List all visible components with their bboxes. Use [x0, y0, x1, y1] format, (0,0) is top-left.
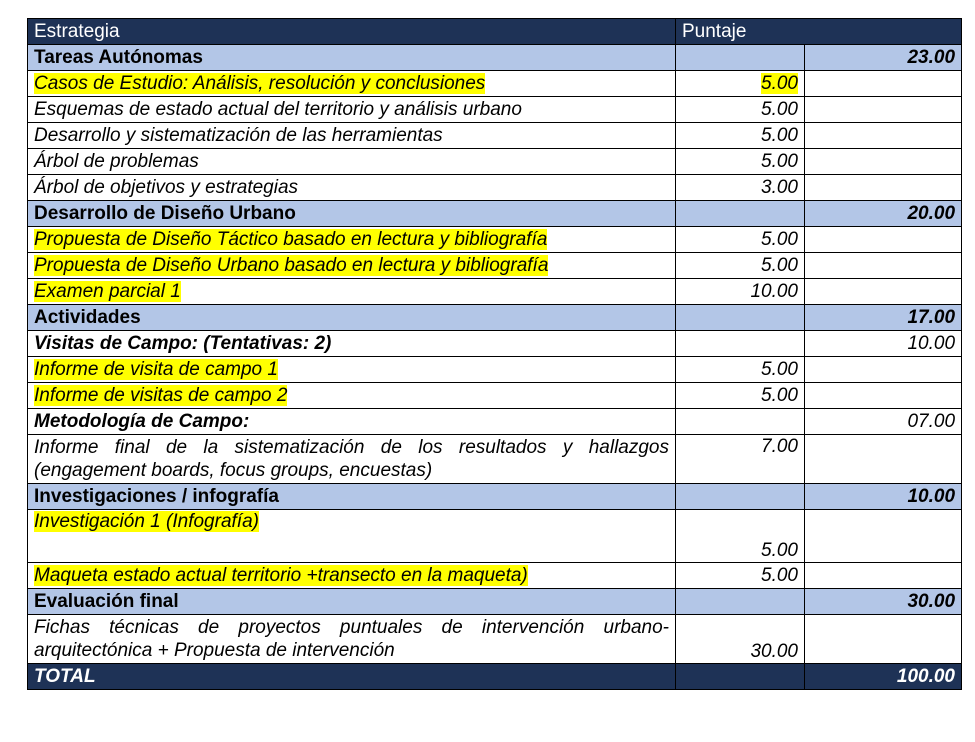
- subgroup-total: 07.00: [805, 409, 962, 435]
- item-score: 5.00: [676, 510, 805, 563]
- section-title: Tareas Autónomas: [28, 45, 676, 71]
- empty-cell: [805, 563, 962, 589]
- section-total: 20.00: [805, 201, 962, 227]
- header-strategy: Estrategia: [28, 19, 676, 45]
- total-row: [28, 664, 962, 690]
- section-empty-cell: [676, 484, 805, 510]
- subgroup-total: 10.00: [805, 331, 962, 357]
- header-row: [28, 19, 962, 45]
- item-label: Informe final de la sistematización de los resultados y hallazgos (engagement boards, focus groups, encuestas): [28, 435, 676, 484]
- item-score: 5.00: [761, 73, 798, 94]
- section-title: Evaluación final: [28, 589, 676, 615]
- table-row: [28, 149, 962, 175]
- item-score: 30.00: [676, 615, 805, 664]
- section-row: [28, 45, 962, 71]
- section-empty-cell: [676, 45, 805, 71]
- table-row: [28, 227, 962, 253]
- item-score: 5.00: [676, 383, 805, 409]
- item-score: 5.00: [676, 149, 805, 175]
- section-row: [28, 484, 962, 510]
- item-label: Examen parcial 1: [34, 281, 181, 302]
- section-empty-cell: [676, 201, 805, 227]
- item-label: Fichas técnicas de proyectos puntuales de intervención urbano-arquitectónica + Propuesta de intervención: [28, 615, 676, 664]
- section-row: [28, 589, 962, 615]
- section-row: [28, 305, 962, 331]
- item-label: Informe de visita de campo 1: [34, 359, 278, 380]
- empty-cell: [676, 409, 805, 435]
- table-row: [28, 71, 962, 97]
- item-score: 3.00: [676, 175, 805, 201]
- table-row: [28, 279, 962, 305]
- total-label: TOTAL: [28, 664, 676, 690]
- subgroup-title: Metodología de Campo:: [28, 409, 676, 435]
- empty-cell: [805, 175, 962, 201]
- section-total: 30.00: [805, 589, 962, 615]
- item-label: Investigación 1 (Infografía): [34, 511, 259, 532]
- empty-cell: [805, 510, 962, 563]
- item-score: 5.00: [676, 253, 805, 279]
- subgroup-title: Visitas de Campo: (Tentativas: 2): [28, 331, 676, 357]
- item-label: Informe de visitas de campo 2: [34, 385, 288, 406]
- empty-cell: [805, 149, 962, 175]
- section-title: Desarrollo de Diseño Urbano: [28, 201, 676, 227]
- table-row: [28, 383, 962, 409]
- table-row: [28, 563, 962, 589]
- item-score: 7.00: [676, 435, 805, 484]
- empty-cell: [805, 615, 962, 664]
- empty-cell: [805, 279, 962, 305]
- total-empty-cell: [676, 664, 805, 690]
- table-row: [28, 615, 962, 664]
- table-row: [28, 175, 962, 201]
- section-total: 23.00: [805, 45, 962, 71]
- subgroup-row: [28, 409, 962, 435]
- table-row: [28, 253, 962, 279]
- section-title: Actividades: [28, 305, 676, 331]
- item-score: 5.00: [676, 123, 805, 149]
- item-score: 5.00: [676, 357, 805, 383]
- table-row: [28, 435, 962, 484]
- empty-cell: [676, 331, 805, 357]
- item-label: Propuesta de Diseño Táctico basado en lectura y bibliografía: [34, 229, 548, 250]
- item-label: Maqueta estado actual territorio +transecto en la maqueta): [34, 565, 528, 586]
- grading-table-container: [27, 18, 961, 690]
- item-label: Propuesta de Diseño Urbano basado en lectura y bibliografía: [34, 255, 549, 276]
- item-score: 10.00: [676, 279, 805, 305]
- section-total: 10.00: [805, 484, 962, 510]
- item-label: Esquemas de estado actual del territorio y análisis urbano: [28, 97, 676, 123]
- subgroup-row: [28, 331, 962, 357]
- table-row: [28, 510, 962, 563]
- item-label: Árbol de problemas: [28, 149, 676, 175]
- item-score: 5.00: [676, 227, 805, 253]
- grading-table: [27, 18, 962, 690]
- table-row: [28, 97, 962, 123]
- table-row: [28, 123, 962, 149]
- item-label: Casos de Estudio: Análisis, resolución y conclusiones: [34, 73, 486, 94]
- section-total: 17.00: [805, 305, 962, 331]
- item-score: 5.00: [676, 563, 805, 589]
- empty-cell: [805, 227, 962, 253]
- table-row: [28, 357, 962, 383]
- total-value: 100.00: [805, 664, 962, 690]
- empty-cell: [805, 383, 962, 409]
- section-row: [28, 201, 962, 227]
- section-title: Investigaciones / infografía: [28, 484, 676, 510]
- header-score: Puntaje: [676, 19, 962, 45]
- empty-cell: [805, 71, 962, 97]
- empty-cell: [805, 253, 962, 279]
- empty-cell: [805, 357, 962, 383]
- item-label: Desarrollo y sistematización de las herramientas: [28, 123, 676, 149]
- item-score: 5.00: [676, 97, 805, 123]
- section-empty-cell: [676, 589, 805, 615]
- section-empty-cell: [676, 305, 805, 331]
- item-label: Árbol de objetivos y estrategias: [28, 175, 676, 201]
- empty-cell: [805, 435, 962, 484]
- empty-cell: [805, 97, 962, 123]
- empty-cell: [805, 123, 962, 149]
